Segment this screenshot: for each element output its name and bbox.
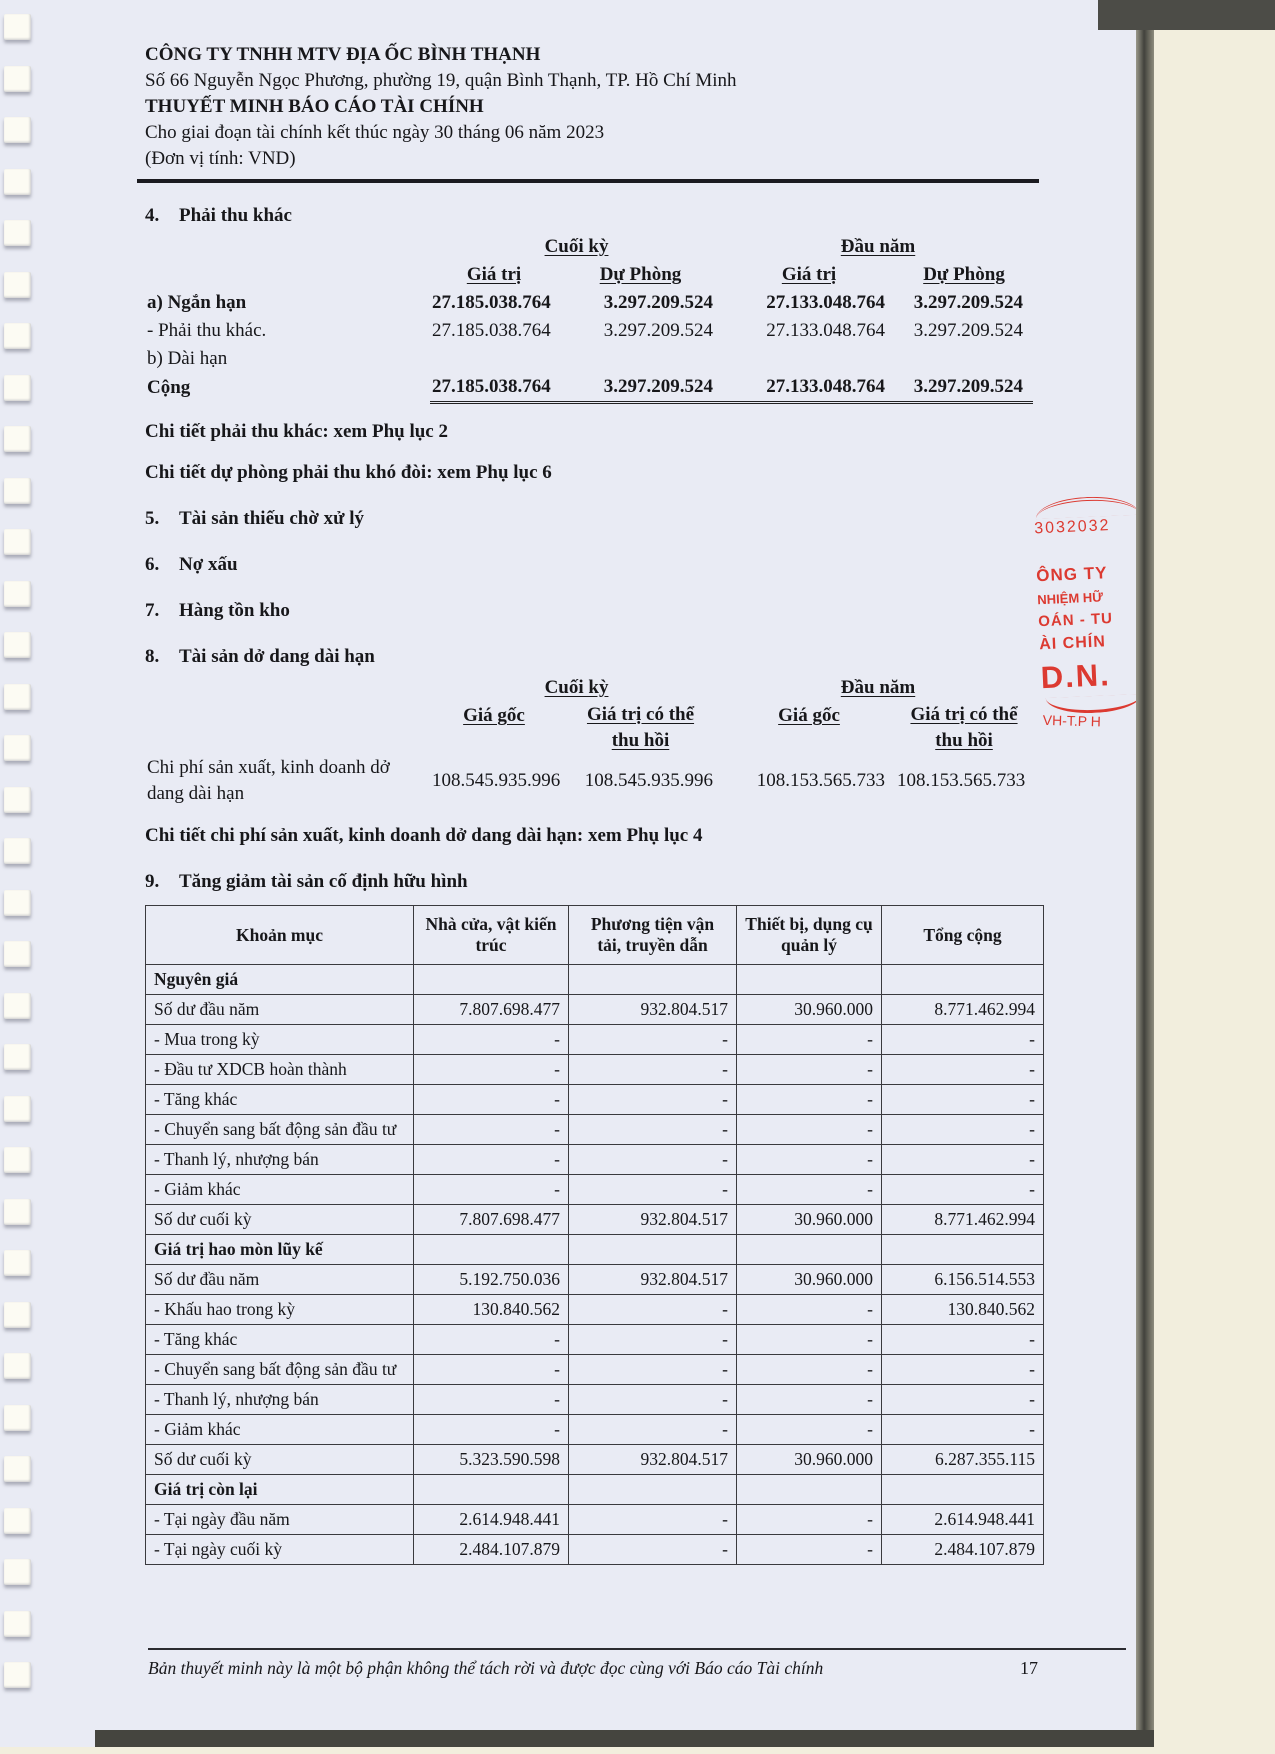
section-title: Tài sản thiếu chờ xử lý — [179, 508, 365, 529]
cell-value: - — [882, 1085, 1044, 1115]
table-row — [146, 1025, 1044, 1055]
group-header — [723, 674, 1033, 702]
stamp-text-line: NHIỆM HỮ — [1037, 589, 1104, 608]
binding-hole — [4, 632, 31, 658]
column-header: Giá trị — [466, 264, 522, 285]
table-row — [146, 1205, 1044, 1235]
cell-value: - — [737, 1085, 882, 1115]
cell-value: - — [569, 1355, 737, 1385]
row-label: - Giảm khác — [146, 1175, 414, 1205]
cell-value: - — [414, 1415, 569, 1445]
section-title: Tài sản dở dang dài hạn — [179, 646, 375, 667]
cell-value: - — [737, 1385, 882, 1415]
cell-value: - — [737, 1355, 882, 1385]
cell-value: 2.614.948.441 — [882, 1505, 1044, 1535]
cell-value: - — [569, 1535, 737, 1565]
cell-value: 3.297.209.524 — [603, 320, 714, 341]
group-header-row — [145, 233, 1033, 261]
binding-hole — [4, 1662, 31, 1688]
report-header — [145, 42, 1045, 172]
cell-value — [569, 965, 737, 995]
sub-header-row — [145, 702, 1033, 754]
section-6-heading — [145, 552, 1045, 578]
row-label: Cộng — [147, 376, 191, 398]
cell-value: 108.153.565.733 — [897, 770, 1026, 791]
binding-hole — [4, 1405, 31, 1431]
cell-value — [569, 1475, 737, 1505]
cell-value: 3.297.209.524 — [558, 373, 723, 403]
section-row — [146, 965, 1044, 995]
stamp-text-line: ÔNG TY — [1035, 563, 1108, 586]
column-header: Tổng cộng — [882, 906, 1044, 965]
section-4-heading — [145, 203, 1045, 229]
page-edge-shadow — [1136, 0, 1154, 1754]
cell-value: 6.287.355.115 — [882, 1445, 1044, 1475]
page-footer — [148, 1648, 1126, 1679]
table-row — [146, 1115, 1044, 1145]
cell-value: 30.960.000 — [737, 1445, 882, 1475]
group-label: Cuối kỳ — [544, 677, 609, 698]
cell-value — [882, 1235, 1044, 1265]
row-label: Chi phí sản xuất, kinh doanh dở dang dài hạn — [147, 757, 390, 804]
document-title: THUYẾT MINH BÁO CÁO TÀI CHÍNH — [145, 96, 484, 117]
page-number: 17 — [1020, 1658, 1038, 1678]
cell-value: 30.960.000 — [737, 1205, 882, 1235]
row-label: - Tăng khác — [146, 1325, 414, 1355]
cell-value: - — [882, 1025, 1044, 1055]
group-header — [430, 674, 723, 702]
cell-value: - — [414, 1175, 569, 1205]
fixed-assets-body — [146, 965, 1044, 1565]
row-label: - Tăng khác — [146, 1085, 414, 1115]
binding-hole — [4, 890, 31, 916]
section-title: Hàng tồn kho — [179, 600, 290, 621]
column-header: Giá gốc — [778, 705, 840, 726]
row-label: - Thanh lý, nhượng bán — [146, 1385, 414, 1415]
binding-hole — [4, 941, 31, 967]
cell-value — [558, 345, 723, 373]
cell-value: - — [414, 1325, 569, 1355]
cell-value — [723, 345, 895, 373]
stamp-text-line: ÀI CHÍN — [1038, 633, 1107, 654]
cell-value: 27.185.038.764 — [430, 373, 558, 403]
fixed-assets-table — [145, 905, 1044, 1565]
binding-hole — [4, 1353, 31, 1379]
row-label: - Chuyển sang bất động sản đầu tư — [146, 1355, 414, 1385]
page-content — [145, 42, 1045, 1565]
cell-value: - — [414, 1355, 569, 1385]
row-label: Số dư đầu năm — [146, 1265, 414, 1295]
cell-value: - — [569, 1415, 737, 1445]
row-label: Số dư cuối kỳ — [146, 1205, 414, 1235]
row-label: Số dư đầu năm — [146, 995, 414, 1025]
binding-hole — [4, 272, 31, 298]
binding-hole — [4, 1456, 31, 1482]
section-number: 4. — [145, 205, 160, 226]
cell-value: - — [882, 1415, 1044, 1445]
cell-value: 3.297.209.524 — [603, 292, 714, 313]
cell-value: 130.840.562 — [882, 1295, 1044, 1325]
cell-value: - — [414, 1115, 569, 1145]
note-appendix-6: Chi tiết dự phòng phải thu khó đòi: xem Phụ lục 6 — [145, 462, 552, 483]
note-appendix-4: Chi tiết chi phí sản xuất, kinh doanh dở dang dài hạn: xem Phụ lục 4 — [145, 825, 703, 846]
cell-value: - — [737, 1145, 882, 1175]
column-header: Giá trị có thể thu hồi — [586, 704, 695, 751]
row-label: - Đầu tư XDCB hoàn thành — [146, 1055, 414, 1085]
section-number: 9. — [145, 871, 160, 892]
scanner-bottom-strip — [0, 1747, 1275, 1754]
section-title: Tăng giảm tài sản cố định hữu hình — [179, 871, 468, 892]
spacer-cell — [145, 674, 430, 702]
table-row — [146, 1085, 1044, 1115]
cell-value: - — [569, 1295, 737, 1325]
cell-value: 27.185.038.764 — [432, 292, 551, 313]
row-label: - Tại ngày đầu năm — [146, 1505, 414, 1535]
binding-hole — [4, 529, 31, 555]
row-label: - Tại ngày cuối kỳ — [146, 1535, 414, 1565]
unit-line: (Đơn vị tính: VND) — [145, 148, 296, 169]
cell-value: - — [882, 1055, 1044, 1085]
cell-value — [737, 965, 882, 995]
row-label: - Phải thu khác. — [147, 320, 267, 341]
cell-value — [882, 1475, 1044, 1505]
spacer-cell — [145, 702, 430, 754]
cell-value: 932.804.517 — [569, 1265, 737, 1295]
cell-value: 8.771.462.994 — [882, 995, 1044, 1025]
cell-value: - — [882, 1115, 1044, 1145]
column-header: Khoản mục — [146, 906, 414, 965]
row-label: - Giảm khác — [146, 1415, 414, 1445]
table-row — [145, 345, 1033, 373]
cell-value: - — [569, 1325, 737, 1355]
binding-hole — [4, 993, 31, 1019]
cell-value: - — [569, 1085, 737, 1115]
long-term-wip-table — [145, 674, 1033, 808]
footer-row — [148, 1658, 1126, 1679]
binding-hole — [4, 1147, 31, 1173]
cell-value: - — [882, 1385, 1044, 1415]
cell-value: 3.297.209.524 — [895, 373, 1033, 403]
cell-value: - — [414, 1145, 569, 1175]
column-header: Thiết bị, dụng cụ quản lý — [737, 906, 882, 965]
long-term-wip-body — [145, 754, 1033, 808]
page-bottom-shadow — [95, 1730, 1154, 1747]
cell-value: 932.804.517 — [569, 995, 737, 1025]
sub-header-row — [145, 261, 1033, 289]
table-row — [146, 1295, 1044, 1325]
table-row — [146, 1055, 1044, 1085]
column-header: Giá trị có thể thu hồi — [910, 704, 1018, 751]
stamp-number: 3032032 — [1033, 517, 1111, 538]
cell-value: 3.297.209.524 — [913, 292, 1024, 313]
row-label: - Thanh lý, nhượng bán — [146, 1145, 414, 1175]
section-9-heading — [145, 869, 1045, 895]
row-label: a) Ngắn hạn — [147, 292, 247, 313]
company-stamp — [1033, 493, 1152, 733]
group-label: Đầu năm — [840, 236, 916, 257]
cell-value: 2.614.948.441 — [414, 1505, 569, 1535]
cell-value: - — [569, 1175, 737, 1205]
cell-value: 2.484.107.879 — [414, 1535, 569, 1565]
table-row — [146, 1415, 1044, 1445]
binding-hole — [4, 581, 31, 607]
table-row — [146, 1445, 1044, 1475]
table-row — [145, 373, 1033, 403]
binding-hole — [4, 1302, 31, 1328]
cell-value: - — [569, 1145, 737, 1175]
cell-value: - — [737, 1055, 882, 1085]
cell-value: 27.185.038.764 — [432, 320, 551, 341]
cell-value: - — [737, 1415, 882, 1445]
table-row — [146, 1265, 1044, 1295]
cell-value: 27.133.048.764 — [766, 292, 886, 313]
cell-value: 6.156.514.553 — [882, 1265, 1044, 1295]
section-number: 6. — [145, 554, 160, 575]
cell-value: - — [737, 1115, 882, 1145]
binding-hole — [4, 684, 31, 710]
cell-value: 932.804.517 — [569, 1445, 737, 1475]
stamp-text-line: OÁN - TU — [1037, 610, 1114, 631]
table-row — [145, 754, 1033, 808]
section-title: Phải thu khác — [179, 205, 292, 226]
spacer-cell — [145, 261, 430, 289]
cell-value: 108.153.565.733 — [756, 770, 886, 791]
cell-value: 27.133.048.764 — [766, 320, 886, 341]
stamp-text-line: VH-T.P H — [1042, 711, 1102, 730]
column-header: Giá gốc — [463, 705, 525, 726]
cell-value: 3.297.209.524 — [913, 320, 1024, 341]
section-row — [146, 1235, 1044, 1265]
table-row — [146, 1505, 1044, 1535]
cell-value: - — [569, 1385, 737, 1415]
scanner-corner-shadow — [1098, 0, 1275, 30]
table-row — [145, 317, 1033, 345]
column-header: Dự Phòng — [923, 264, 1005, 285]
binding-hole — [4, 66, 31, 92]
binding-hole — [4, 1508, 31, 1534]
cell-value: - — [882, 1145, 1044, 1175]
section-number: 8. — [145, 646, 160, 667]
binding-hole — [4, 735, 31, 761]
cell-value: - — [882, 1325, 1044, 1355]
row-label: Giá trị hao mòn lũy kế — [146, 1235, 414, 1265]
spacer-cell — [145, 233, 430, 261]
note-appendix-2: Chi tiết phải thu khác: xem Phụ lục 2 — [145, 421, 448, 442]
cell-value — [430, 345, 558, 373]
cell-value: - — [737, 1175, 882, 1205]
group-header-row — [145, 674, 1033, 702]
cell-value: - — [737, 1505, 882, 1535]
company-name: CÔNG TY TNHH MTV ĐỊA ỐC BÌNH THẠNH — [145, 44, 541, 65]
other-receivables-table — [145, 233, 1033, 404]
cell-value: - — [569, 1115, 737, 1145]
table-row — [146, 1385, 1044, 1415]
cell-value — [414, 1235, 569, 1265]
binding-hole — [4, 1559, 31, 1585]
cell-value: 130.840.562 — [414, 1295, 569, 1325]
binding-hole — [4, 14, 31, 40]
cell-value: 932.804.517 — [569, 1205, 737, 1235]
group-header — [430, 233, 723, 261]
cell-value: - — [882, 1175, 1044, 1205]
table-row — [146, 1175, 1044, 1205]
binding-hole — [4, 169, 31, 195]
cell-value: 30.960.000 — [737, 1265, 882, 1295]
binding-hole — [4, 426, 31, 452]
cell-value: 27.133.048.764 — [723, 373, 895, 403]
row-label: - Mua trong kỳ — [146, 1025, 414, 1055]
cell-value: - — [737, 1025, 882, 1055]
column-header: Giá trị — [781, 264, 837, 285]
cell-value: - — [414, 1025, 569, 1055]
binding-hole — [4, 323, 31, 349]
cell-value: - — [414, 1085, 569, 1115]
stamp-initials: D.N. — [1039, 657, 1112, 696]
cell-value: - — [737, 1535, 882, 1565]
cell-value: 7.807.698.477 — [414, 995, 569, 1025]
column-header: Dự Phòng — [599, 264, 682, 285]
binding-hole — [4, 1096, 31, 1122]
binding-hole — [4, 787, 31, 813]
cell-value: 7.807.698.477 — [414, 1205, 569, 1235]
table-row — [146, 1325, 1044, 1355]
section-8-heading — [145, 644, 1045, 670]
table-row — [145, 289, 1033, 317]
row-label: b) Dài hạn — [147, 348, 228, 369]
section-number: 5. — [145, 508, 160, 529]
footer-rule — [148, 1648, 1126, 1650]
binding-hole — [4, 1044, 31, 1070]
binding-hole — [4, 117, 31, 143]
cell-value — [895, 345, 1033, 373]
cell-value: 8.771.462.994 — [882, 1205, 1044, 1235]
section-5-heading — [145, 506, 1045, 532]
cell-value: - — [882, 1355, 1044, 1385]
column-header: Phương tiện vận tải, truyền dẫn — [569, 906, 737, 965]
cell-value: 5.192.750.036 — [414, 1265, 569, 1295]
cell-value: - — [414, 1385, 569, 1415]
cell-value — [882, 965, 1044, 995]
table-row — [146, 995, 1044, 1025]
footer-note: Bản thuyết minh này là một bộ phận không thể tách rời và được đọc cùng với Báo cáo Tài chính — [148, 1658, 824, 1678]
row-label: Nguyên giá — [146, 965, 414, 995]
cell-value: - — [414, 1055, 569, 1085]
binding-hole — [4, 1199, 31, 1225]
company-address: Số 66 Nguyễn Ngọc Phương, phường 19, quận Bình Thạnh, TP. Hồ Chí Minh — [145, 70, 737, 91]
row-label: Giá trị còn lại — [146, 1475, 414, 1505]
cell-value: - — [737, 1295, 882, 1325]
other-receivables-body — [145, 289, 1033, 403]
table-row — [146, 1535, 1044, 1565]
cell-value: 5.323.590.598 — [414, 1445, 569, 1475]
scanner-background-strip — [1152, 0, 1275, 1754]
cell-value: 30.960.000 — [737, 995, 882, 1025]
table-row — [146, 1145, 1044, 1175]
binding-hole — [4, 478, 31, 504]
cell-value: 108.545.935.996 — [584, 770, 714, 791]
cell-value: 108.545.935.996 — [432, 770, 561, 791]
section-row — [146, 1475, 1044, 1505]
header-rule — [137, 179, 1039, 183]
cell-value — [414, 965, 569, 995]
cell-value — [737, 1235, 882, 1265]
group-label: Cuối kỳ — [544, 236, 609, 257]
row-label: - Chuyển sang bất động sản đầu tư — [146, 1115, 414, 1145]
group-label: Đầu năm — [840, 677, 916, 698]
cell-value — [737, 1475, 882, 1505]
table-header-row — [146, 906, 1044, 965]
section-7-heading — [145, 598, 1045, 624]
cell-value — [569, 1235, 737, 1265]
cell-value — [414, 1475, 569, 1505]
binding-hole — [4, 838, 31, 864]
binding-hole — [4, 1611, 31, 1637]
column-header: Nhà cửa, vật kiến trúc — [414, 906, 569, 965]
cell-value: - — [569, 1025, 737, 1055]
period-line: Cho giai đoạn tài chính kết thúc ngày 30 tháng 06 năm 2023 — [145, 122, 605, 143]
binding-hole — [4, 375, 31, 401]
binding-hole — [4, 1250, 31, 1276]
section-number: 7. — [145, 600, 160, 621]
group-header — [723, 233, 1033, 261]
cell-value: - — [569, 1055, 737, 1085]
cell-value: - — [737, 1325, 882, 1355]
cell-value: 2.484.107.879 — [882, 1535, 1044, 1565]
binding-hole — [4, 220, 31, 246]
row-label: Số dư cuối kỳ — [146, 1445, 414, 1475]
table-row — [146, 1355, 1044, 1385]
cell-value: - — [569, 1505, 737, 1535]
section-title: Nợ xấu — [179, 554, 238, 575]
row-label: - Khấu hao trong kỳ — [146, 1295, 414, 1325]
